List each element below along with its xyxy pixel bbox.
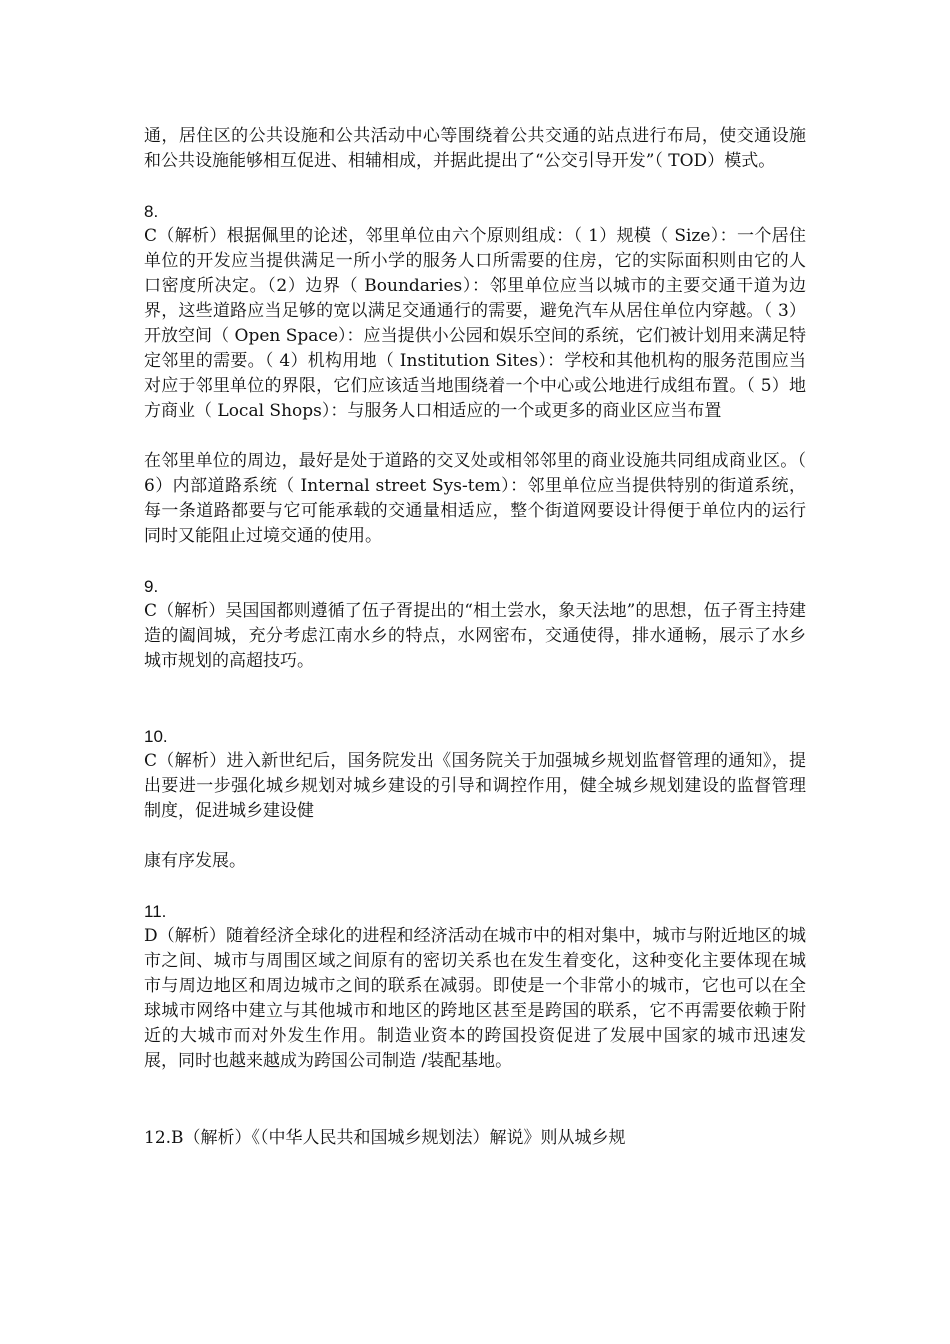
question-11-answer: D（解析）随着经济全球化的进程和经济活动在城市中的相对集中，城市与附近地区的城市之间、城市与周围区域之间原有的密切关系也在发生着变化，这种变化主要体现在城市与周边地区和周边城市之间的联系在减弱。即使是一个非常小的城市，它也可以在全球城市网络中建立与其他城市和地区的跨地区甚至是跨国的联系，它不再需要依赖于附近的大城市而对外发生作用。制造业资本的跨国投资促进了发展中国家的城市迅速发展，同时也越来越成为跨国公司制造 /装配基地。	[144, 926, 806, 1071]
question-10-number: 10.	[144, 727, 168, 746]
spacer	[144, 424, 806, 449]
question-12-answer: 12.B（解析）《（中华人民共和国城乡规划法）解说》则从城乡规	[144, 1128, 626, 1148]
question-8-number: 8.	[144, 202, 159, 221]
question-9-answer: C（解析）吴国国都则遵循了伍子胥提出的“相土尝水，象天法地”的思想，伍子胥主持建造的阖闾城，充分考虑江南水乡的特点，水网密布，交通使得，排水通畅，展示了水乡城市规划的高超技巧。	[144, 601, 806, 671]
spacer	[144, 824, 806, 849]
question-10-answer: C（解析）进入新世纪后，国务院发出《国务院关于加强城乡规划监督管理的通知》，提出要进一步强化城乡规划对城乡建设的引导和调控作用，健全城乡规划建设的监督管理制度，促进城乡建设健	[144, 751, 806, 821]
spacer	[144, 674, 806, 724]
spacer	[144, 549, 806, 574]
question-11-number: 11.	[144, 902, 167, 921]
question-8-answer: C（解析）根据佩里的论述，邻里单位由六个原则组成：（ 1）规模（ Size）：一个居住单位的开发应当提供满足一所小学的服务人口所需要的住房，它的实际面积则由它的人口密度所决定。（2）边界（ Boundaries）：邻里单位应当以城市的主要交通干道为边界，这些道路应当足够的宽以满足交通通行的需要，避免汽车从居住单位内穿越。（ 3）开放空间（ Open Space）：应当提供小公园和娱乐空间的系统，它们被计划用来满足特定邻里的需要。（ 4）机构用地（ Institution Sites）：学校和其他机构的服务范围应当对应于邻里单位的界限，它们应该适当地围绕着一个中心或公地进行成组布置。（ 5）地方商业（ Local Shops）：与服务人口相适应的一个或更多的商业区应当布置	[144, 226, 806, 421]
question-8-continuation: 在邻里单位的周边，最好是处于道路的交叉处或相邻邻里的商业设施共同组成商业区。（ 6）内部道路系统（ Internal street Sys-tem）：邻里单位应当提供特别的街道系统，每一条道路都要与它可能承载的交通量相适应，整个街道网要设计得便于单位内的运行同时又能阻止过境交通的使用。	[144, 451, 806, 546]
spacer	[144, 174, 806, 199]
spacer	[144, 874, 806, 899]
spacer	[144, 1074, 806, 1126]
question-9-number: 9.	[144, 577, 159, 596]
intro-paragraph: 通，居住区的公共设施和公共活动中心等围绕着公共交通的站点进行布局，使交通设施和公共设施能够相互促进、相辅相成，并据此提出了“公交引导开发”（ TOD）模式。	[144, 126, 806, 171]
document-body	[144, 124, 806, 1151]
question-10-continuation: 康有序发展。	[144, 851, 246, 871]
